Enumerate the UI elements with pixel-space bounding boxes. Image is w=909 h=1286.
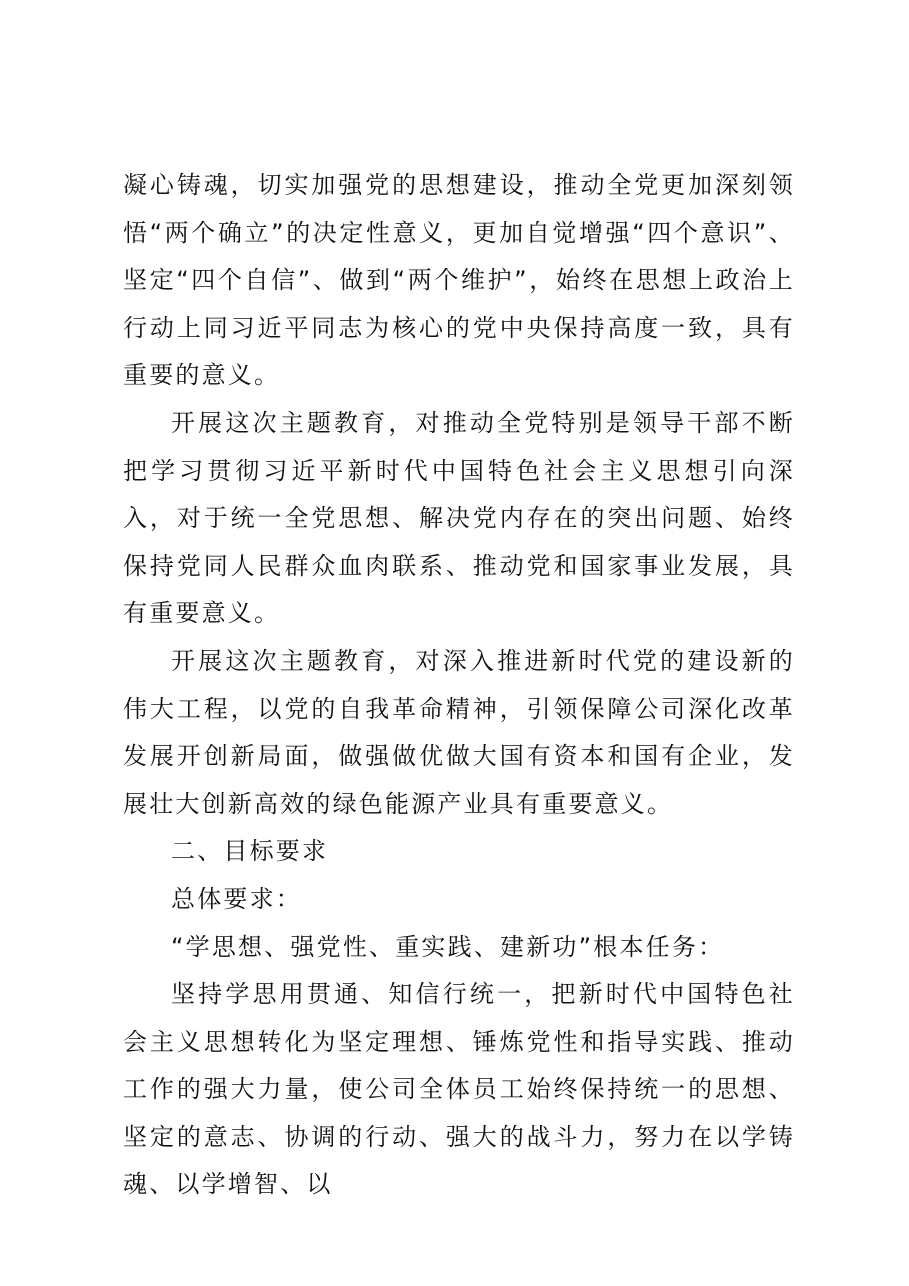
document-body (123, 162, 795, 1209)
paragraph-learning-practice: 坚持学思用贯通、知信行统一，把新时代中国特色社会主义思想转化为坚定理想、锤炼党性和指导实践、推动工作的强大力量，使公司全体员工始终保持统一的思想、坚定的意志、协调的行动、强大的战斗力，努力在以学铸魂、以学增智、以 (123, 980, 795, 1199)
subheading-fundamental-tasks: “学思想、强党性、重实践、建新功”根本任务： (171, 932, 725, 961)
subheading-overall-requirements: 总体要求： (171, 884, 302, 913)
paragraph-party-building: 开展这次主题教育，对深入推进新时代党的建设新的伟大工程，以党的自我革命精神，引领保障公司深化改革发展开创新局面，做强做优做大国有资本和国有企业，发展壮大创新高效的绿色能源产业具有重要意义。 (123, 646, 795, 818)
section-heading-goals: 二、目标要求 (171, 837, 329, 866)
paragraph-continuation: 凝心铸魂，切实加强党的思想建设，推动全党更加深刻领悟“两个确立”的决定性意义，更加自觉增强“四个意识”、坚定“四个自信”、做到“两个维护”，始终在思想上政治上行动上同习近平同志为核心的党中央保持高度一致，具有重要的意义。 (123, 171, 795, 390)
paragraph-education-significance: 开展这次主题教育，对推动全党特别是领导干部不断把学习贯彻习近平新时代中国特色社会主义思想引向深入，对于统一全党思想、解决党内存在的突出问题、始终保持党同人民群众血肉联系、推动党和国家事业发展，具有重要意义。 (123, 408, 795, 628)
